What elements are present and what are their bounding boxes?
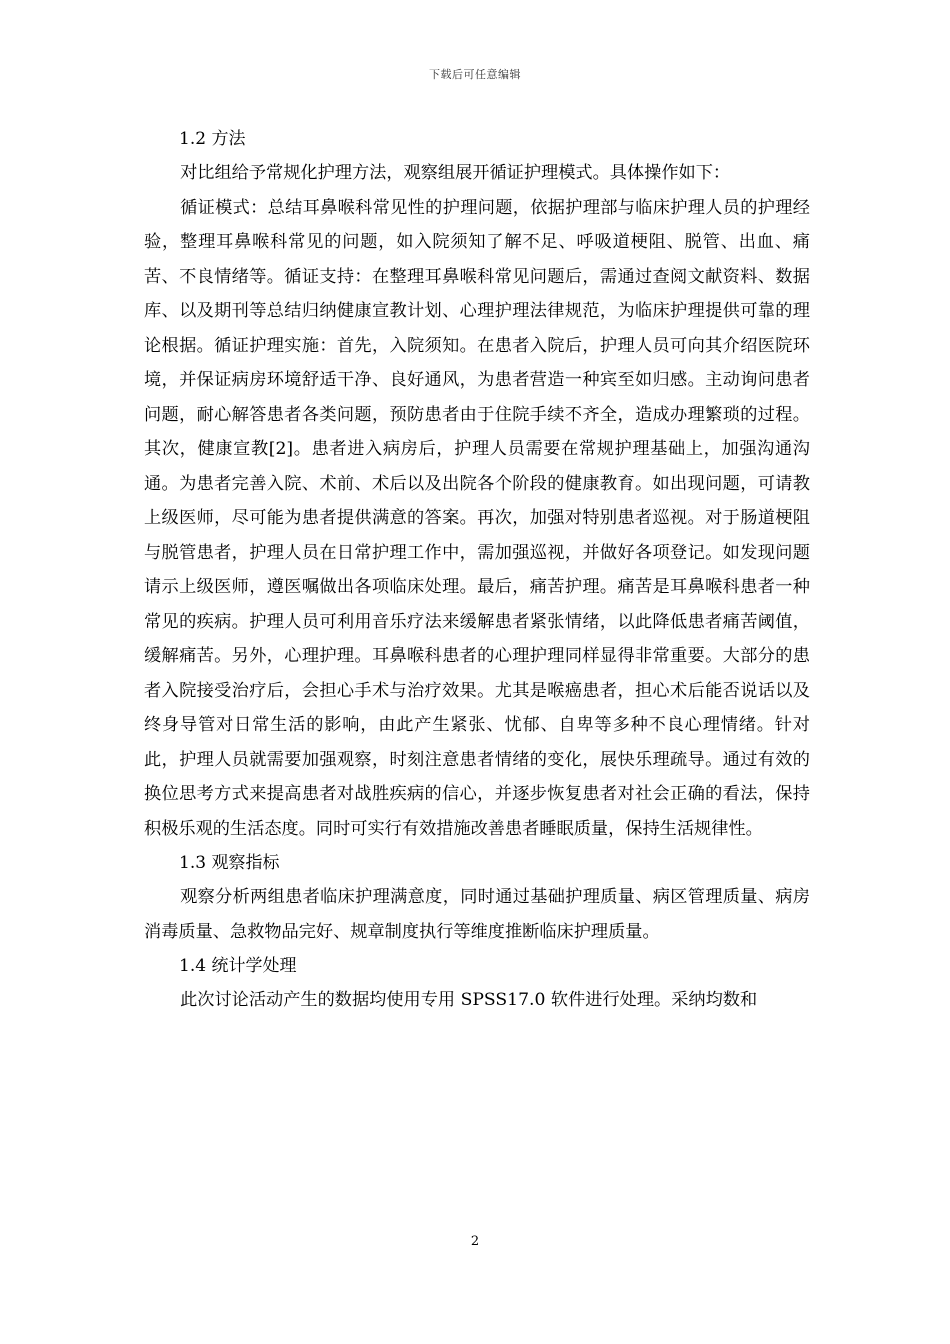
section-heading-1-2: 1.2 方法 — [179, 129, 246, 149]
page-header: 下载后可任意编辑 — [429, 68, 521, 81]
section-heading-1-4: 1.4 统计学处理 — [179, 956, 297, 976]
paragraph-evidence-based-mode: 循证模式：总结耳鼻喉科常见性的护理问题，依据护理部与临床护理人员的护理经验，整理耳鼻喉科常见的问题，如入院须知了解不足、呼吸道梗阻、脱管、出血、痛苦、不良情绪等。循证支持：在整理耳鼻喉科常见问题后，需通过查阅文献资料、数据库、以及期刊等总结归纳健康宣教计划、心理护理法律规范，为临床护理提供可靠的理论根据。循证护理实施：首先，入院须知。在患者入院后，护理人员可向其介绍医院环境，并保证病房环境舒适干净、良好通风，为患者营造一种宾至如归感。主动询问患者问题，耐心解答患者各类问题，预防患者由于住院手续不齐全，造成办理繁琐的过程。其次，健康宣教[2]。患者进入病房后，护理人员需要在常规护理基础上，加强沟通沟通。为患者完善入院、术前、术后以及出院各个阶段的健康教育。如出现问题，可请教上级医师，尽可能为患者提供满意的答案。再次，加强对特别患者巡视。对于肠道梗阻与脱管患者，护理人员在日常护理工作中，需加强巡视，并做好各项登记。如发现问题请示上级医师，遵医嘱做出各项临床处理。最后，痛苦护理。痛苦是耳鼻喉科患者一种常见的疾病。护理人员可利用音乐疗法来缓解患者紧张情绪，以此降低患者痛苦阈值，缓解痛苦。另外，心理护理。耳鼻喉科患者的心理护理同样显得非常重要。大部分的患者入院接受治疗后，会担心手术与治疗效果。尤其是喉癌患者，担心术后能否说话以及终身导管对日常生活的影响，由此产生紧张、忧郁、自卑等多种不良心理情绪。针对此，护理人员就需要加强观察，时刻注意患者情绪的变化，展快乐理疏导。通过有效的换位思考方式来提高患者对战胜疾病的信心，并逐步恢复患者对社会正确的看法，保持积极乐观的生活态度。同时可实行有效措施改善患者睡眠质量，保持生活规律性。 — [144, 197, 810, 839]
paragraph-statistics: 此次讨论活动产生的数据均使用专用 SPSS17.0 软件进行处理。采纳均数和 — [180, 990, 758, 1010]
page-body — [144, 122, 810, 1017]
paragraph-observation-indicators: 观察分析两组患者临床护理满意度，同时通过基础护理质量、病区管理质量、病房消毒质量、急救物品完好、规章制度执行等维度推断临床护理质量。 — [144, 887, 810, 942]
section-heading-1-3: 1.3 观察指标 — [179, 853, 280, 873]
paragraph-method-intro: 对比组给予常规化护理方法，观察组展开循证护理模式。具体操作如下： — [180, 163, 731, 183]
page-number: 2 — [470, 1234, 480, 1249]
